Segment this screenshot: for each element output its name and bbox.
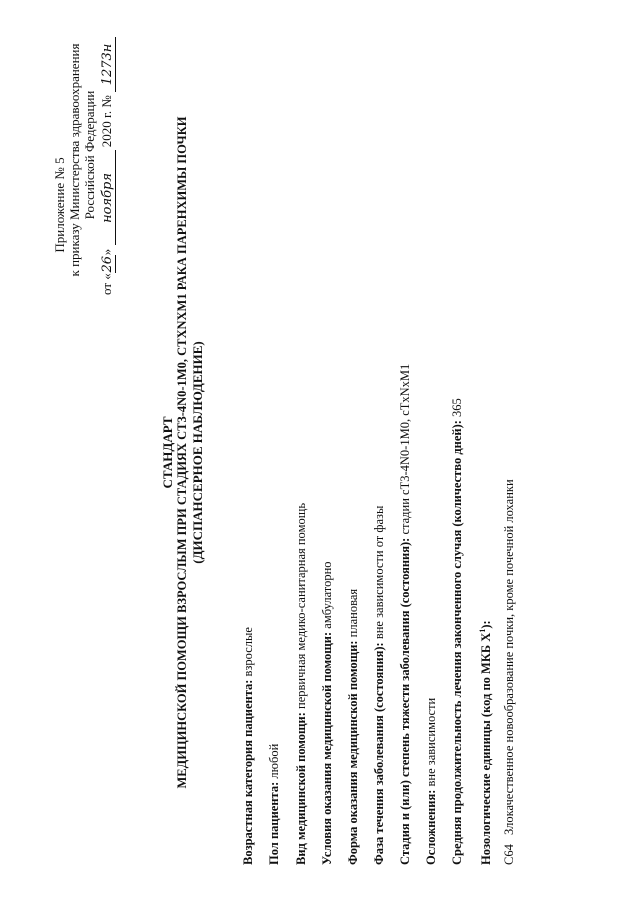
field-value: амбулаторно xyxy=(320,561,334,632)
field-label: Условия оказания медицинской помощи: xyxy=(320,631,334,865)
nosology-code: C64 xyxy=(502,844,516,865)
field-label: Вид медицинской помощи: xyxy=(294,712,308,865)
nosology-label: Нозологические единицы (код по МКБ X xyxy=(479,632,494,865)
date-month: ноября xyxy=(100,150,116,245)
field-sex xyxy=(267,744,281,865)
date-year: 2020 г. № xyxy=(99,95,114,148)
appendix-date-line xyxy=(99,35,116,295)
field-label: Стадия и (или) степень тяжести заболевания (состояния): xyxy=(398,537,412,865)
field-stage xyxy=(398,364,412,865)
field-label: Фаза течения заболевания (состояния): xyxy=(372,642,386,865)
field-care-conditions xyxy=(320,561,334,865)
field-age xyxy=(241,627,255,865)
field-value: взрослые xyxy=(241,627,255,680)
nosology-heading xyxy=(476,620,493,865)
date-prefix: от « xyxy=(99,273,114,295)
nosology-description: Злокачественное новообразование почки, кроме почечной лоханки xyxy=(502,479,516,835)
field-label: Форма оказания медицинской помощи: xyxy=(346,640,360,865)
field-value: плановая xyxy=(346,588,360,641)
field-label: Пол пациента: xyxy=(267,781,281,865)
field-value: стадии cT3-4N0-1M0, cTxNxM1 xyxy=(398,363,412,538)
date-mid: » xyxy=(99,248,114,256)
title-word: СТАНДАРТ xyxy=(160,416,175,489)
title-line-2: (ДИСПАНСЕРНОЕ НАБЛЮДЕНИЕ) xyxy=(190,341,205,564)
appendix-line-1: Приложение № 5 xyxy=(52,157,67,253)
field-value: любой xyxy=(267,743,281,782)
field-care-type xyxy=(294,503,308,865)
field-label: Средняя продолжительность лечения законченного случая (количество дней): xyxy=(450,420,464,865)
nosology-sup: 1 xyxy=(478,628,487,633)
nosology-label-end: ): xyxy=(479,620,494,629)
date-number: 1273н xyxy=(100,37,116,92)
field-value: первичная медико-санитарная помощь xyxy=(294,502,308,713)
field-value: вне зависимости xyxy=(424,697,438,790)
title-line-1: МЕДИЦИНСКОЙ ПОМОЩИ ВЗРОСЛЫМ ПРИ СТАДИЯХ CT3-4N0-1M0, CTXNXM1 РАКА ПАРЕНХИМЫ ПОЧКИ xyxy=(175,116,189,789)
field-value: 365 xyxy=(450,398,464,421)
nosology-row xyxy=(502,479,516,865)
date-day: 26 xyxy=(100,255,115,273)
field-complications xyxy=(424,698,438,865)
field-label: Возрастная категория пациента: xyxy=(241,679,255,865)
appendix-line-3: Российской Федерации xyxy=(82,90,97,220)
field-care-form xyxy=(346,589,360,865)
field-value: вне зависимости от фазы xyxy=(372,505,386,643)
field-phase xyxy=(372,506,386,865)
appendix-line-2: к приказу Министерства здравоохранения xyxy=(67,43,82,277)
field-label: Осложнения: xyxy=(424,789,438,865)
field-duration xyxy=(450,398,464,865)
